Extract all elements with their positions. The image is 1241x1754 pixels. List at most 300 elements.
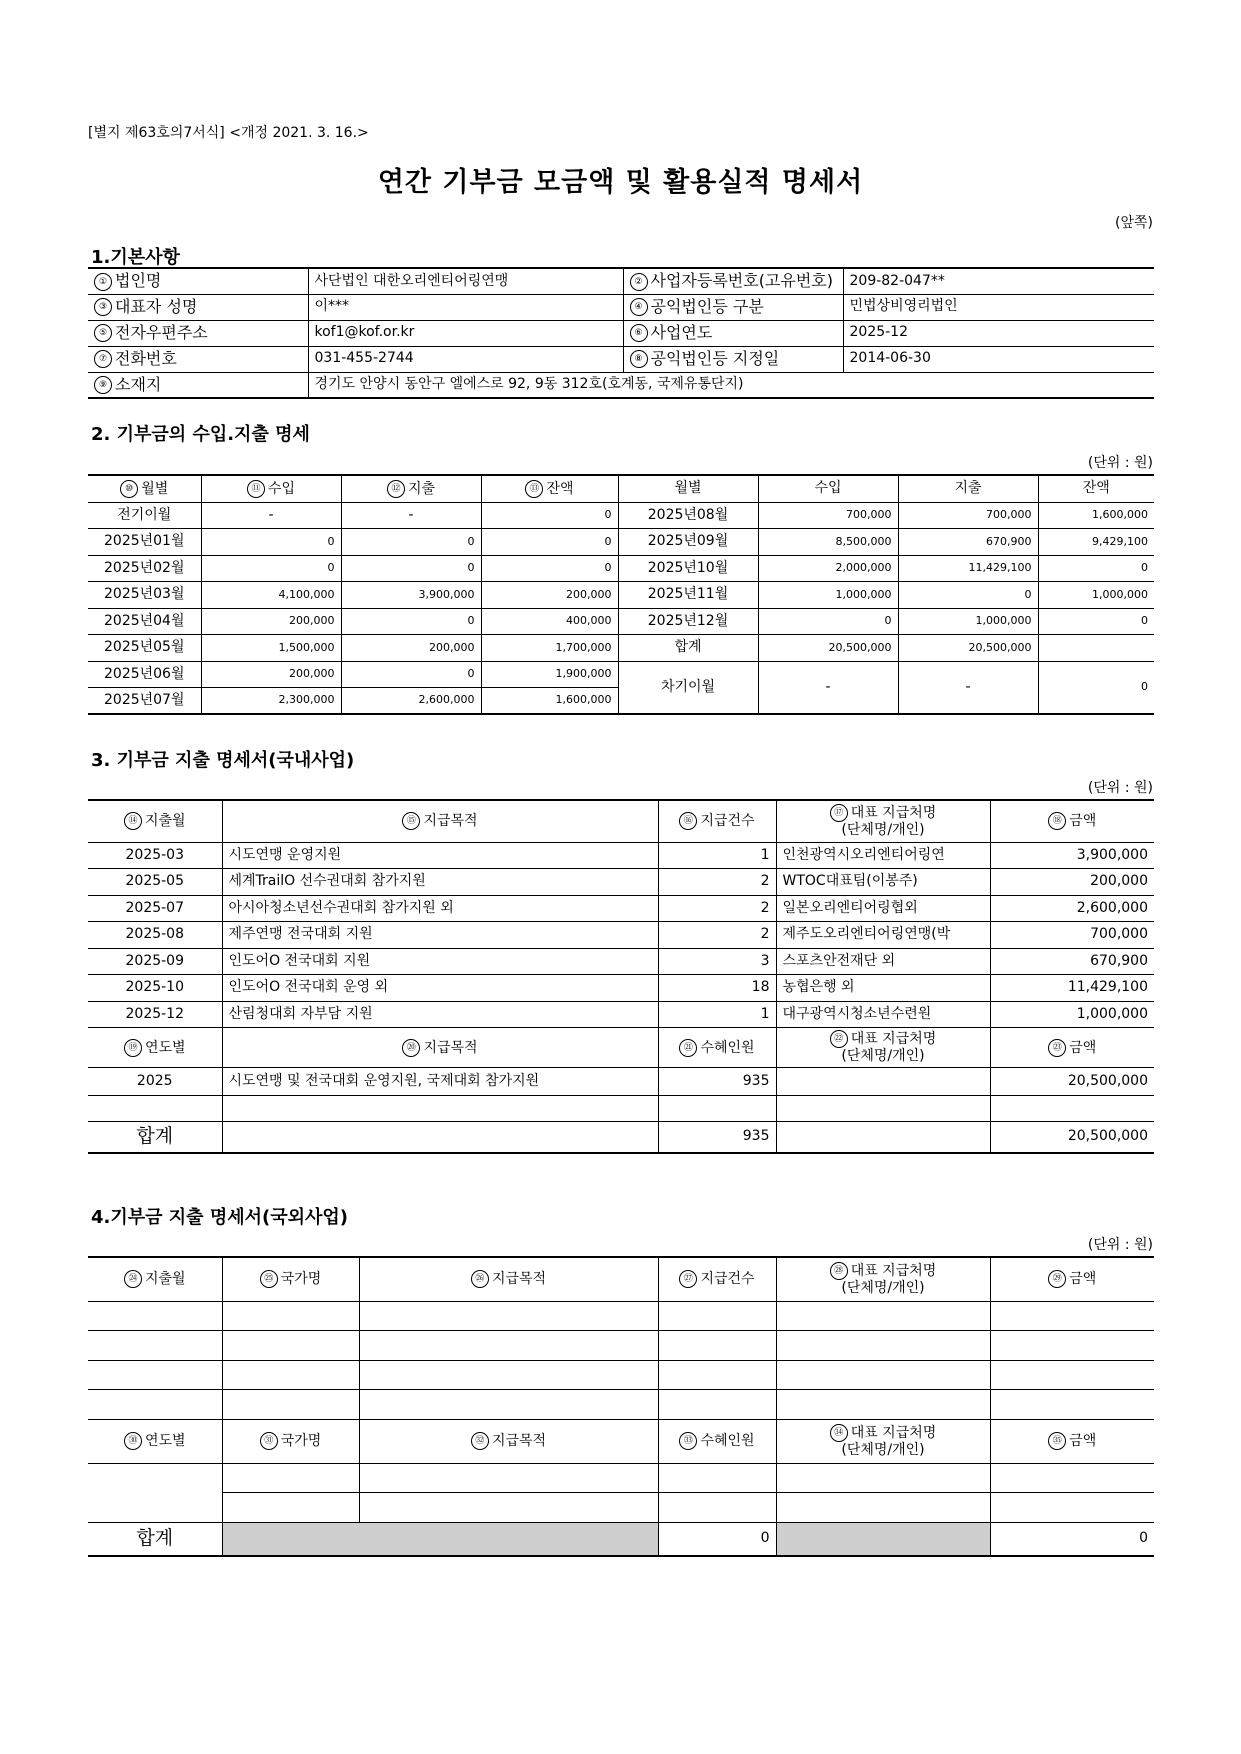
header-label: 법인명: [115, 271, 162, 290]
header-label: 금액: [1069, 813, 1097, 830]
column-header: 잔액: [1038, 475, 1154, 502]
header-line-1: [783, 804, 984, 822]
expense-cell: -: [341, 502, 481, 529]
payment-count: 2: [658, 869, 776, 896]
payee-name: [776, 1068, 990, 1096]
empty-cell: [990, 1493, 1154, 1523]
empty-cell: [88, 1096, 222, 1122]
item-number: ㉔: [124, 1270, 142, 1288]
page-side-note: (앞쪽): [1115, 215, 1153, 231]
page-title: 연간 기부금 모금액 및 활용실적 명세서: [377, 167, 864, 198]
header-label: 금액: [1069, 1271, 1097, 1288]
income-cell: 0: [201, 555, 341, 582]
expense-cell: 0: [341, 555, 481, 582]
table-row: [88, 529, 1154, 556]
header-label: 대표 지급처명: [850, 1424, 937, 1441]
column-header: [222, 1419, 359, 1463]
income-cell: 2,300,000: [201, 688, 341, 715]
field-label: [623, 268, 843, 294]
payment-purpose: 세계TrailO 선수권대회 참가지원: [222, 869, 658, 896]
income-cell: 0: [758, 608, 898, 635]
table-row: [88, 1001, 1154, 1028]
column-header: [88, 800, 222, 842]
item-number: ⑨: [94, 376, 112, 394]
empty-cell: [222, 1331, 359, 1361]
table-row: [88, 294, 1154, 320]
table-row: [88, 475, 1154, 502]
header-label: 지출: [407, 480, 436, 497]
payment-purpose: 시도연맹 및 전국대회 운영지원, 국제대회 참가지원: [222, 1068, 658, 1096]
column-header: [341, 475, 481, 502]
empty-cell: [222, 1301, 359, 1331]
shaded-cell: [776, 1522, 990, 1556]
income-cell: 0: [201, 529, 341, 556]
empty-cell: [776, 1096, 990, 1122]
amount-cell: 670,900: [990, 948, 1154, 975]
field-label: [88, 320, 308, 346]
table-row: [88, 800, 1154, 842]
header-label: 지급건수: [700, 813, 755, 830]
balance-cell: 400,000: [481, 608, 618, 635]
header-line-2: (단체명/개인): [841, 1048, 925, 1065]
month-cell: 2025년02월: [88, 555, 201, 582]
item-number: ㉑: [679, 1039, 697, 1057]
field-value: 2025-12: [843, 320, 1154, 346]
expense-month: 2025-09: [88, 948, 222, 975]
table-row: [88, 1419, 1154, 1463]
empty-cell: [776, 1463, 990, 1493]
amount-cell: 1,000,000: [990, 1001, 1154, 1028]
total-count: 0: [658, 1522, 776, 1556]
month-cell: 2025년01월: [88, 529, 201, 556]
item-number: ⑥: [630, 324, 648, 342]
expense-month: 2025-05: [88, 869, 222, 896]
empty-cell: [776, 1122, 990, 1153]
empty-cell: [359, 1331, 658, 1361]
column-header: [776, 1028, 990, 1068]
payment-count: 2: [658, 922, 776, 949]
table-row: [88, 869, 1154, 896]
header-line-2: (단체명/개인): [841, 1441, 925, 1458]
empty-cell: [990, 1096, 1154, 1122]
empty-cell: [222, 1390, 359, 1420]
header-label: 사업연도: [650, 322, 713, 342]
table-row: [88, 608, 1154, 635]
empty-cell: [776, 1360, 990, 1390]
column-header: [776, 800, 990, 842]
field-value: 이***: [308, 294, 623, 320]
item-number: ④: [630, 298, 648, 316]
empty-cell: [776, 1493, 990, 1523]
table-row: [88, 1028, 1154, 1068]
item-number: ③: [94, 298, 112, 316]
month-cell: 2025년09월: [618, 529, 758, 556]
empty-cell: [88, 1331, 222, 1361]
item-number: ㉚: [124, 1432, 142, 1450]
table-row: [88, 320, 1154, 346]
empty-cell: [88, 1390, 222, 1420]
header-label: 사업자등록번호(고유번호): [650, 271, 834, 290]
column-header: 월별: [618, 475, 758, 502]
header-label: 지출월: [144, 813, 186, 830]
empty-cell: [990, 1331, 1154, 1361]
month-cell: 2025년05월: [88, 635, 201, 662]
income-cell: 200,000: [201, 608, 341, 635]
empty-cell: [658, 1360, 776, 1390]
expense-month: 2025-07: [88, 895, 222, 922]
header-label: 지급목적: [423, 813, 478, 830]
table-row: [88, 1096, 1154, 1122]
item-number: ⑮: [402, 812, 420, 830]
payment-purpose: 아시아청소년선수권대회 참가지원 외: [222, 895, 658, 922]
empty-cell: [359, 1493, 658, 1523]
expense-cell: 700,000: [898, 502, 1038, 529]
income-cell: 4,100,000: [201, 582, 341, 609]
header-label: 수혜인원: [700, 1433, 755, 1449]
table-row: [88, 975, 1154, 1002]
income-cell: 200,000: [201, 661, 341, 688]
balance-cell: 0: [1038, 555, 1154, 582]
month-cell: 2025년06월: [88, 661, 201, 688]
column-header: [658, 800, 776, 842]
column-header: [222, 800, 658, 842]
total-beneficiaries: 935: [658, 1122, 776, 1153]
field-label: [623, 346, 843, 372]
balance-cell: 1,600,000: [481, 688, 618, 715]
table-row: [88, 1331, 1154, 1361]
table-row: [88, 268, 1154, 294]
item-number: ㉗: [679, 1270, 697, 1288]
payment-count: 2: [658, 895, 776, 922]
payment-purpose: 인도어O 전국대회 지원: [222, 948, 658, 975]
header-label: 지급건수: [700, 1271, 755, 1288]
empty-cell: [776, 1331, 990, 1361]
empty-cell: [658, 1493, 776, 1523]
table-row: [88, 948, 1154, 975]
header-label: 공익법인등 구분: [650, 296, 764, 316]
expense-cell: 1,000,000: [898, 608, 1038, 635]
column-header: [359, 1419, 658, 1463]
empty-cell: [222, 1360, 359, 1390]
income-cell: -: [201, 502, 341, 529]
section4-title: 4.기부금 지출 명세서(국외사업): [91, 1207, 349, 1228]
payee-name: 제주도오리엔티어링연맹(박: [776, 922, 990, 949]
column-header: [990, 800, 1154, 842]
table-row: [88, 895, 1154, 922]
column-header: [222, 1257, 359, 1301]
item-number: ㉙: [1048, 1270, 1066, 1288]
amount-cell: 20,500,000: [990, 1068, 1154, 1096]
month-cell: 2025년11월: [618, 582, 758, 609]
payment-purpose: 산림청대회 자부담 지원: [222, 1001, 658, 1028]
expense-month: 2025-10: [88, 975, 222, 1002]
column-header: [88, 1257, 222, 1301]
empty-cell: [222, 1096, 658, 1122]
year-cell: 2025: [88, 1068, 222, 1096]
table-row: [88, 922, 1154, 949]
field-value: 2014-06-30: [843, 346, 1154, 372]
item-number: ㉟: [1048, 1432, 1066, 1450]
header-line-1: [783, 1030, 984, 1048]
expense-cell: 670,900: [898, 529, 1038, 556]
item-number: ⑭: [124, 812, 142, 830]
empty-cell: [222, 1463, 359, 1493]
header-label: 전화번호: [115, 348, 177, 368]
expense-cell: 0: [341, 529, 481, 556]
item-number: ①: [94, 273, 112, 291]
empty-cell: [658, 1463, 776, 1493]
table-row: [88, 1493, 1154, 1523]
form-reference: [별지 제63호의7서식] <개정 2021. 3. 16.>: [88, 125, 369, 141]
header-label: 잔액: [546, 480, 574, 497]
header-label: 국가명: [280, 1433, 322, 1449]
amount-cell: 700,000: [990, 922, 1154, 949]
column-header: [658, 1257, 776, 1301]
item-number: ⑧: [630, 350, 648, 368]
table-row: [88, 346, 1154, 372]
expense-cell: 0: [341, 661, 481, 688]
field-value: 209-82-047**: [843, 268, 1154, 294]
carry-over-income: -: [758, 661, 898, 714]
payment-count: 1: [658, 1001, 776, 1028]
balance-cell: 1,900,000: [481, 661, 618, 688]
table-row: [88, 1463, 1154, 1493]
empty-cell: [658, 1096, 776, 1122]
header-label: 국가명: [280, 1271, 322, 1288]
column-header: [222, 1028, 658, 1068]
column-header: [776, 1257, 990, 1301]
header-label: 지급목적: [423, 1039, 478, 1056]
expense-cell: 11,429,100: [898, 555, 1038, 582]
header-line-2: (단체명/개인): [841, 822, 925, 839]
header-label: 월별: [141, 480, 169, 497]
item-number: ⑦: [94, 350, 112, 368]
empty-cell: [222, 1122, 658, 1153]
income-expense-table: [88, 474, 1154, 715]
item-number: ⑳: [402, 1039, 420, 1057]
item-number: ⑲: [124, 1039, 142, 1057]
carry-over-expense: -: [898, 661, 1038, 714]
table-row: [88, 661, 1154, 688]
field-label: [623, 320, 843, 346]
header-label: 수혜인원: [700, 1039, 755, 1056]
empty-cell: [88, 1301, 222, 1331]
section3-title: 3. 기부금 지출 명세서(국내사업): [91, 750, 355, 771]
balance-cell: 1,000,000: [1038, 582, 1154, 609]
expense-cell: 200,000: [341, 635, 481, 662]
empty-cell: [990, 1360, 1154, 1390]
table-row: [88, 502, 1154, 529]
carry-over-balance: 0: [1038, 661, 1154, 714]
header-label: 지급목적: [491, 1271, 547, 1288]
table-row: [88, 1122, 1154, 1153]
balance-cell: 9,429,100: [1038, 529, 1154, 556]
empty-cell: [990, 1463, 1154, 1493]
table-row: [88, 1390, 1154, 1420]
empty-cell: [776, 1301, 990, 1331]
payee-name: 농협은행 외: [776, 975, 990, 1002]
expense-month: 2025-03: [88, 842, 222, 869]
payee-name: 인천광역시오리엔티어링연: [776, 842, 990, 869]
balance-cell: 200,000: [481, 582, 618, 609]
header-label: 전자우편주소: [115, 322, 208, 342]
amount-cell: 3,900,000: [990, 842, 1154, 869]
total-label: 합계: [88, 1522, 222, 1556]
balance-cell: 0: [1038, 608, 1154, 635]
header-label: 공익법인등 지정일: [650, 348, 780, 368]
header-line-2: (단체명/개인): [841, 1280, 925, 1297]
table-row: [88, 1360, 1154, 1390]
header-label: 대표 지급처명: [850, 1031, 937, 1048]
column-header: [990, 1257, 1154, 1301]
column-header: [88, 1419, 222, 1463]
payment-purpose: 시도연맹 운영지원: [222, 842, 658, 869]
balance-cell: 1,600,000: [1038, 502, 1154, 529]
domestic-expense-table: [88, 799, 1154, 1154]
total-label: 합계: [88, 1122, 222, 1153]
table-row: [88, 1257, 1154, 1301]
expense-cell: 0: [898, 582, 1038, 609]
section3-unit: (단위 : 원): [1087, 780, 1153, 796]
income-cell: 700,000: [758, 502, 898, 529]
table-row: [88, 1068, 1154, 1096]
column-header: [990, 1028, 1154, 1068]
column-header: 수입: [758, 475, 898, 502]
amount-cell: 200,000: [990, 869, 1154, 896]
payment-count: 3: [658, 948, 776, 975]
header-label: 대표자 성명: [115, 296, 198, 316]
section2-unit: (단위 : 원): [1087, 455, 1153, 471]
column-header: [990, 1419, 1154, 1463]
item-number: ㉝: [679, 1432, 697, 1450]
income-cell: 2,000,000: [758, 555, 898, 582]
expense-cell: 0: [341, 608, 481, 635]
expense-cell: 2,600,000: [341, 688, 481, 715]
item-number: ㉜: [471, 1432, 489, 1450]
item-number: ⑬: [525, 480, 543, 498]
expense-cell: 20,500,000: [898, 635, 1038, 662]
payee-name: 일본오리엔티어링협외: [776, 895, 990, 922]
field-value: 031-455-2744: [308, 346, 623, 372]
field-label: [623, 294, 843, 320]
header-label: 지출월: [144, 1271, 186, 1288]
empty-cell: [359, 1301, 658, 1331]
item-number: ⑯: [679, 812, 697, 830]
payment-count: 18: [658, 975, 776, 1002]
table-row: [88, 555, 1154, 582]
item-number: ⑱: [1048, 812, 1066, 830]
item-number: ⑪: [247, 480, 265, 498]
empty-cell: [359, 1463, 658, 1493]
empty-cell: [222, 1493, 359, 1523]
carry-over-label: 차기이월: [618, 661, 758, 714]
column-header: [359, 1257, 658, 1301]
table-row: [88, 635, 1154, 662]
item-number: ㉘: [830, 1262, 848, 1280]
basic-info-table: [88, 267, 1154, 399]
header-label: 연도별: [144, 1039, 186, 1056]
item-number: ⑰: [830, 804, 848, 822]
field-value: 사단법인 대한오리엔티어링연맹: [308, 268, 623, 294]
balance-cell: 0: [481, 555, 618, 582]
payment-purpose: 제주연맹 전국대회 지원: [222, 922, 658, 949]
month-cell: 2025년12월: [618, 608, 758, 635]
payee-name: WTOC대표팀(이봉주): [776, 869, 990, 896]
column-header: [88, 1028, 222, 1068]
header-line-1: [783, 1262, 984, 1280]
expense-month: 2025-08: [88, 922, 222, 949]
item-number: ㉛: [260, 1432, 278, 1450]
payment-count: 1: [658, 842, 776, 869]
month-cell: 전기이월: [88, 502, 201, 529]
month-cell: 합계: [618, 635, 758, 662]
empty-cell: [359, 1360, 658, 1390]
payee-name: 대구광역시청소년수련원: [776, 1001, 990, 1028]
empty-cell: [658, 1390, 776, 1420]
item-number: ㉕: [260, 1270, 278, 1288]
header-label: 수입: [267, 480, 296, 497]
field-label: [88, 294, 308, 320]
section1-title: 1.기본사항: [91, 247, 180, 268]
field-label: [88, 268, 308, 294]
income-cell: 8,500,000: [758, 529, 898, 556]
header-label: 금액: [1069, 1039, 1097, 1056]
empty-cell: [990, 1301, 1154, 1331]
month-cell: 2025년08월: [618, 502, 758, 529]
expense-month: 2025-12: [88, 1001, 222, 1028]
column-header: [658, 1028, 776, 1068]
table-row: [88, 1522, 1154, 1556]
balance-cell: 0: [481, 529, 618, 556]
field-label: [88, 372, 308, 398]
column-header: [776, 1419, 990, 1463]
month-cell: 2025년10월: [618, 555, 758, 582]
empty-cell: [359, 1390, 658, 1420]
table-row: [88, 372, 1154, 398]
empty-cell: [658, 1301, 776, 1331]
section4-unit: (단위 : 원): [1087, 1237, 1153, 1253]
item-number: ⑫: [387, 480, 405, 498]
beneficiaries-count: 935: [658, 1068, 776, 1096]
shaded-cell: [222, 1522, 658, 1556]
column-header: [658, 1419, 776, 1463]
column-header: [88, 475, 201, 502]
field-value: 민법상비영리법인: [843, 294, 1154, 320]
amount-cell: 2,600,000: [990, 895, 1154, 922]
item-number: ㉓: [1048, 1039, 1066, 1057]
month-cell: 2025년03월: [88, 582, 201, 609]
table-row: [88, 582, 1154, 609]
balance-cell: [1038, 635, 1154, 662]
item-number: ⑩: [120, 480, 138, 498]
header-label: 지급목적: [491, 1433, 547, 1449]
header-label: 대표 지급처명: [850, 1263, 937, 1280]
column-header: 지출: [898, 475, 1038, 502]
amount-cell: 11,429,100: [990, 975, 1154, 1002]
address-value: 경기도 안양시 동안구 엘에스로 92, 9동 312호(호계동, 국제유통단지): [308, 372, 1154, 398]
item-number: ㉒: [830, 1030, 848, 1048]
overseas-expense-table: [88, 1256, 1154, 1557]
balance-cell: 1,700,000: [481, 635, 618, 662]
month-cell: 2025년04월: [88, 608, 201, 635]
table-row: [88, 842, 1154, 869]
header-label: 연도별: [144, 1433, 186, 1449]
header-label: 소재지: [115, 374, 162, 394]
field-value: kof1@kof.or.kr: [308, 320, 623, 346]
header-label: 대표 지급처명: [850, 805, 937, 822]
income-cell: 20,500,000: [758, 635, 898, 662]
empty-cell: [776, 1390, 990, 1420]
